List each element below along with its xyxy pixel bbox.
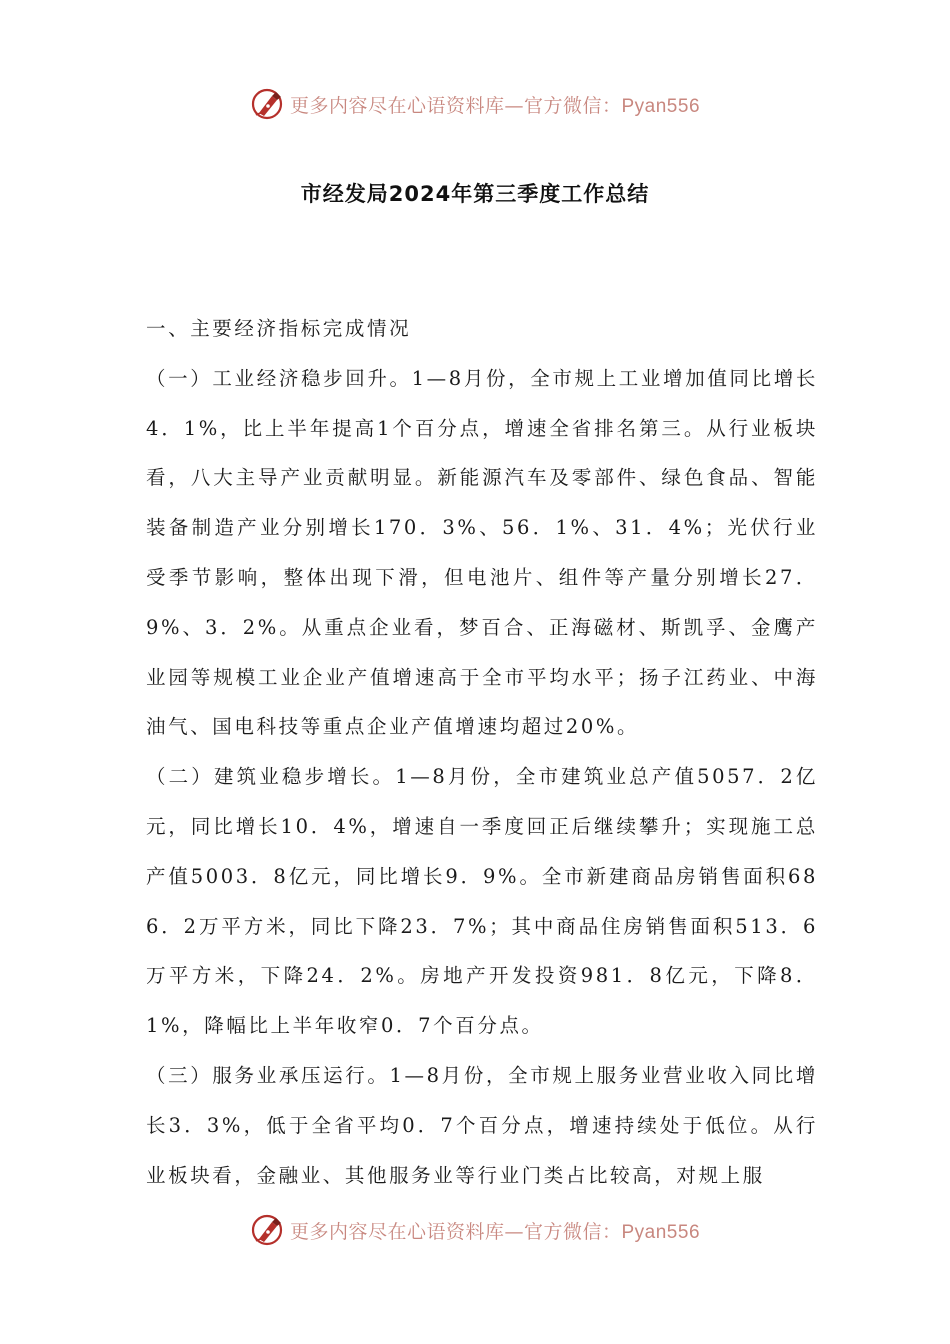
watermark-text: 更多内容尽在心语资料库—官方微信：Pyan556	[289, 94, 701, 117]
wechat-id: Pyan556	[621, 95, 701, 117]
paragraph-services: （三）服务业承压运行。1—8月份，全市规上服务业营业收入同比增长3．3%，低于全省平均0．7个百分点，增速持续处于低位。从行业板块看，金融业、其他服务业等行业门类占比较高，对规上服	[146, 1063, 818, 1187]
paragraph-industry: （一）工业经济稳步回升。1—8月份，全市规上工业增加值同比增长4．1%，比上半年提高1个百分点，增速全省排名第三。从行业板块看，八大主导产业贡献明显。新能源汽车及零部件、绿色食品、智能装备制造产业分别增长170．3%、56．1%、31．4%；光伏行业受季节影响，整体出现下滑，但电池片、组件等产量分别增长27．9%、3．2%。从重点企业看，梦百合、正海磁材、斯凯孚、金鹰产业园等规模工业企业产值增速高于全市平均水平；扬子江药业、中海油气、国电科技等重点企业产值增速均超过20%。	[146, 366, 818, 739]
header-watermark-banner	[0, 82, 950, 126]
document-body	[146, 304, 818, 1200]
footer-watermark-banner	[0, 1208, 950, 1252]
section-heading: 一、主要经济指标完成情况	[146, 317, 412, 340]
paragraph-construction: （二）建筑业稳步增长。1—8月份，全市建筑业总产值5057．2亿元，同比增长10．4%，增速自一季度回正后继续攀升；实现施工总产值5003．8亿元，同比增长9．9%。全市新建商品房销售面积686．2万平方米，同比下降23．7%；其中商品住房销售面积513．6万平方米，下降24．2%。房地产开发投资981．8亿元，下降8．1%，降幅比上半年收窄0．7个百分点。	[146, 765, 818, 1038]
watermark-text: 更多内容尽在心语资料库—官方微信：Pyan556	[289, 1220, 701, 1243]
document-title: 市经发局2024年第三季度工作总结	[300, 182, 650, 206]
wechat-id: Pyan556	[621, 1221, 701, 1243]
pen-nib-logo-icon	[250, 1212, 286, 1248]
pen-nib-logo-icon	[250, 86, 286, 122]
